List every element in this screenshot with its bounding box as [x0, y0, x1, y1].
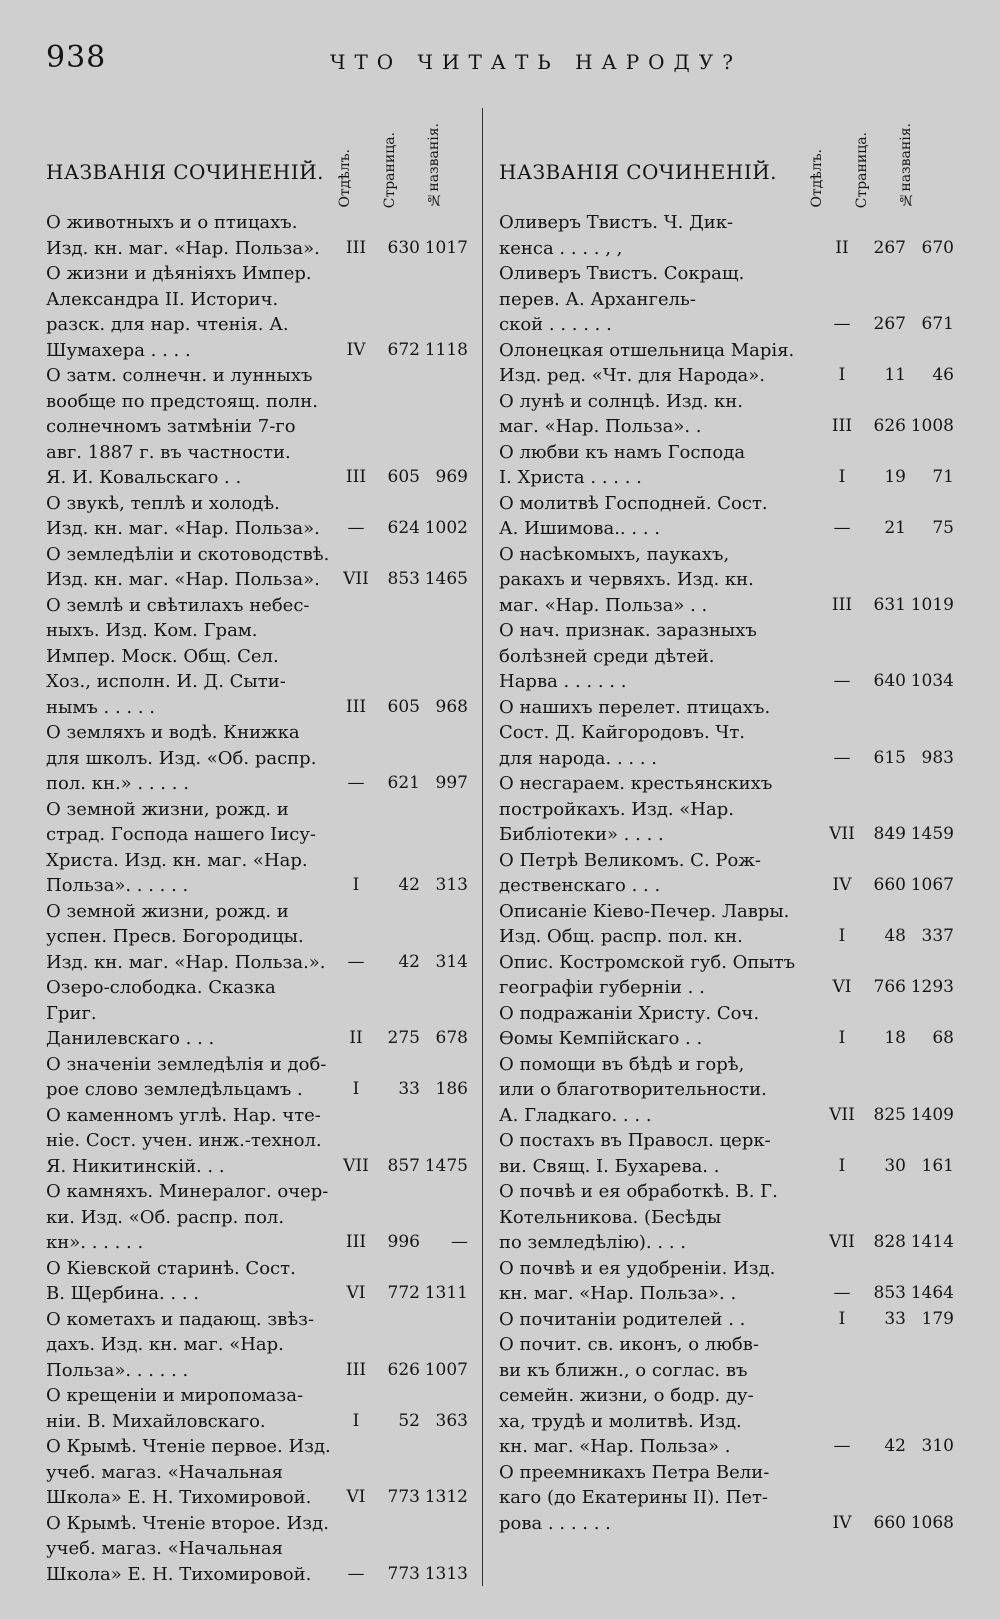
entry-section: III	[345, 237, 367, 258]
entry-row	[499, 1256, 954, 1307]
entry-row	[46, 491, 468, 542]
entry-number: 1034	[910, 671, 954, 691]
entry-title: О нашихъ перелет. птицахъ. Сост. Д. Кайгородовъ. Чт. для народа. . . . .	[499, 696, 771, 769]
entry-title: О затм. солнечн. и лунныхъ вообще по предстоящ. полн. солнечномъ затмѣніи 7-го авг. 1887 г. въ частности. Я. И. Ковальскаго . .	[46, 365, 318, 488]
entry-title: Олонецкая отшельница Марія. Изд. ред. «Чт. для Народа».	[499, 339, 795, 386]
entry-page: 19	[884, 467, 906, 487]
entry-row	[46, 363, 468, 491]
entry-title: О земной жизни, рожд. и страд. Господа нашего Іису- Христа. Изд. кн. маг. «Нар. Польза». . . . . .	[46, 798, 316, 896]
entry-number: 968	[435, 696, 468, 717]
entry-section: III	[345, 1232, 367, 1252]
entry-page: 660	[873, 1512, 906, 1533]
running-title: ЧТО ЧИТАТЬ НАРОДУ?	[330, 50, 742, 74]
entry-page: 766	[873, 977, 906, 997]
entry-title: О Кіевской старинѣ. Сост. В. Щербина. . . .	[46, 1257, 296, 1304]
entry-number: 1118	[424, 339, 468, 360]
entry-page: 42	[398, 951, 420, 972]
entry-page: 849	[873, 824, 906, 844]
entry-page: 772	[387, 1283, 420, 1303]
entry-page: 621	[387, 773, 420, 793]
entry-page: 42	[398, 875, 420, 895]
entry-number: 46	[932, 365, 954, 385]
number-header: №названія.	[898, 123, 914, 208]
entry-page: 996	[387, 1232, 420, 1252]
entry-section: VI	[832, 977, 852, 997]
entry-row	[46, 593, 468, 721]
entry-row	[499, 542, 954, 619]
entry-title: О значеніи земледѣлія и доб- рое слово земледѣльцамъ .	[46, 1053, 327, 1100]
titles-header: НАЗВАНІЯ СОЧИНЕНІЙ.	[499, 160, 778, 184]
entry-section: —	[347, 1563, 365, 1584]
entry-page: 275	[387, 1028, 420, 1048]
entry-title: О почит. св. иконъ, о любв- ви къ ближн., о соглас. въ семейн. жизни, о бодр. ду- ха, трудѣ и молитвѣ. Изд. кн. маг. «Нар. Польза» .	[499, 1334, 759, 1457]
entry-number: 969	[435, 467, 468, 487]
left-column	[46, 110, 468, 1587]
entry-number: 1464	[910, 1283, 954, 1303]
entry-number: 310	[921, 1436, 954, 1456]
entry-page: 828	[873, 1232, 906, 1252]
entry-title: О каменномъ углѣ. Нар. чте- ніе. Сост. учен. инж.-технол. Я. Никитинскій. . .	[46, 1104, 322, 1177]
entry-title: О почвѣ и ея удобреніи. Изд. кн. маг. «Нар. Польза». .	[499, 1257, 776, 1304]
entry-row	[499, 695, 954, 772]
entry-number: 1414	[910, 1232, 954, 1252]
entry-row	[46, 1383, 468, 1434]
entry-number: 1293	[910, 977, 954, 997]
entry-row	[46, 720, 468, 797]
entry-section: —	[347, 951, 365, 972]
entry-row	[46, 1511, 468, 1588]
entry-row	[46, 1256, 468, 1307]
entry-row	[46, 1052, 468, 1103]
entry-number: 1313	[424, 1563, 468, 1584]
entry-number: 1017	[424, 237, 468, 258]
entry-section: III	[345, 467, 367, 487]
entry-row	[499, 389, 954, 440]
number-header: №названія.	[426, 123, 442, 208]
entry-row	[499, 1128, 954, 1179]
entry-row	[499, 950, 954, 1001]
entry-page: 267	[873, 314, 906, 334]
entry-section: —	[347, 518, 365, 538]
entry-title: О Крымѣ. Чтеніе первое. Изд. учеб. магаз. «Начальная Школа» Е. Н. Тихомировой.	[46, 1436, 331, 1508]
entry-title: О крещеніи и миропомаза- ніи. В. Михайловскаго.	[46, 1385, 304, 1432]
entry-section: III	[831, 416, 853, 436]
entry-section: II	[349, 1028, 363, 1048]
entry-row	[46, 1434, 468, 1511]
entry-page: 605	[387, 467, 420, 487]
entry-number: 363	[435, 1410, 468, 1431]
section-header: Отдѣлъ.	[337, 149, 353, 208]
entry-row	[46, 975, 468, 1052]
entry-title: О кометахъ и падающ. звѣз- дахъ. Изд. кн. маг. «Нар. Польза». . . . . .	[46, 1308, 315, 1381]
entry-row	[499, 1179, 954, 1256]
entry-number: 1409	[910, 1104, 954, 1125]
entry-page: 33	[884, 1308, 906, 1329]
entry-number: 1019	[910, 594, 954, 615]
right-column-header	[499, 110, 954, 210]
entry-title: О помощи въ бѣдѣ и горѣ, или о благотворительности. А. Гладкаго. . . .	[499, 1053, 767, 1126]
right-column	[499, 110, 954, 1536]
entry-section: I	[838, 1155, 846, 1176]
entry-section: VII	[343, 1155, 369, 1176]
entry-number: —	[451, 1232, 468, 1252]
entry-section: I	[352, 1410, 360, 1431]
entry-page: 640	[873, 671, 906, 691]
entry-section: —	[833, 747, 851, 768]
entry-page: 48	[884, 926, 906, 946]
entry-page: 825	[873, 1104, 906, 1125]
entry-page: 626	[387, 1359, 420, 1380]
entry-section: VII	[829, 1232, 855, 1252]
entry-title: О насѣкомыхъ, паукахъ, ракахъ и червяхъ. Изд. кн. маг. «Нар. Польза» . .	[499, 543, 754, 616]
entry-section: III	[345, 696, 367, 717]
entry-page: 615	[873, 747, 906, 768]
entry-number: 161	[921, 1155, 954, 1176]
entry-number: 75	[932, 518, 954, 538]
entry-number: 1068	[910, 1512, 954, 1533]
entry-title: Оливеръ Твистъ. Ч. Дик- кенса . . . . , ,	[499, 212, 734, 259]
entry-section: —	[833, 1436, 851, 1456]
entry-row	[499, 1307, 954, 1333]
entry-row	[499, 1001, 954, 1052]
entry-page: 660	[873, 875, 906, 895]
entry-section: III	[345, 1359, 367, 1380]
left-entry-list	[46, 210, 468, 1587]
entry-title: Описаніе Кіево-Печер. Лавры. Изд. Общ. распр. пол. кн.	[499, 900, 790, 947]
entry-title: О звукѣ, теплѣ и холодѣ. Изд. кн. маг. «Нар. Польза».	[46, 492, 320, 539]
entry-row	[499, 1460, 954, 1537]
right-entry-list	[499, 210, 954, 1536]
entry-page: 267	[873, 237, 906, 258]
entry-page: 42	[884, 1436, 906, 1456]
entry-row	[499, 618, 954, 695]
left-column-header	[46, 110, 468, 210]
entry-page: 626	[873, 416, 906, 436]
entry-page: 857	[387, 1155, 420, 1176]
entry-row	[499, 771, 954, 848]
entry-page: 853	[387, 569, 420, 589]
entry-number: 1007	[424, 1359, 468, 1380]
entry-number: 1067	[910, 875, 954, 895]
section-header: Отдѣлъ.	[809, 149, 825, 208]
entry-number: 1475	[424, 1155, 468, 1176]
entry-section: II	[835, 237, 849, 258]
entry-section: —	[833, 518, 851, 538]
entry-row	[46, 261, 468, 363]
entry-section: I	[352, 1079, 360, 1099]
entry-page: 605	[387, 696, 420, 717]
entry-number: 1008	[910, 416, 954, 436]
entry-section: I	[838, 365, 846, 385]
entry-row	[46, 899, 468, 976]
entry-title: О камняхъ. Минералог. очер- ки. Изд. «Об. распр. пол. кн». . . . . .	[46, 1181, 329, 1253]
entry-number: 1459	[910, 824, 954, 844]
entry-section: VII	[829, 824, 855, 844]
entry-page: 773	[387, 1487, 420, 1507]
entry-title: О постахъ въ Правосл. церк- ви. Свящ. І. Бухарева. .	[499, 1130, 771, 1177]
entry-title: О несгараем. крестьянскихъ постройкахъ. Изд. «Нар. Библіотеки» . . . .	[499, 773, 773, 845]
entry-title: О земной жизни, рожд. и успен. Пресв. Богородицы. Изд. кн. маг. «Нар. Польза.».	[46, 900, 326, 973]
entry-number: 670	[921, 237, 954, 258]
entry-page: 11	[884, 365, 906, 385]
entry-title: Оливеръ Твистъ. Сокращ. перев. А. Архангель- ской . . . . . .	[499, 263, 745, 335]
entry-section: VII	[343, 569, 369, 589]
entry-row	[46, 210, 468, 261]
entry-title: О почвѣ и ея обработкѣ. В. Г. Котельникова. (Бесѣды по земледѣлію). . . .	[499, 1181, 778, 1253]
entry-page: 52	[398, 1410, 420, 1431]
entry-number: 1311	[424, 1283, 468, 1303]
entry-section: —	[833, 671, 851, 691]
page-number: 938	[46, 40, 107, 75]
page-header: Страница.	[382, 131, 398, 208]
entry-title: О земледѣліи и скотоводствѣ. Изд. кн. маг. «Нар. Польза».	[46, 543, 330, 590]
entry-row	[46, 1103, 468, 1180]
entry-page: 630	[387, 237, 420, 258]
entry-row	[46, 1179, 468, 1256]
entry-title: О лунѣ и солнцѣ. Изд. кн. маг. «Нар. Польза». .	[499, 390, 744, 437]
entry-section: IV	[832, 1512, 852, 1533]
entry-section: III	[831, 594, 853, 615]
entry-title: Озеро-слободка. Сказка Григ. Данилевскаго . . .	[46, 977, 276, 1049]
entry-section: VI	[346, 1283, 366, 1303]
entry-page: 672	[387, 339, 420, 360]
entry-row	[499, 899, 954, 950]
entry-title: О землѣ и свѣтилахъ небес- ныхъ. Изд. Ком. Грам. Импер. Моск. Общ. Сел. Хоз., исполн. И. Д. Сыти- нымъ . . . . .	[46, 594, 310, 718]
entry-title: О Петрѣ Великомъ. С. Рож- дественскаго . . .	[499, 849, 761, 896]
entry-number: 678	[435, 1028, 468, 1048]
entry-page: 18	[884, 1028, 906, 1048]
entry-number: 983	[921, 747, 954, 768]
entry-title: О почитаніи родителей . .	[499, 1308, 746, 1330]
entry-number: 337	[921, 926, 954, 946]
entry-section: —	[833, 1283, 851, 1303]
entry-page: 853	[873, 1283, 906, 1303]
entry-number: 671	[921, 314, 954, 334]
entry-row	[499, 1052, 954, 1129]
entry-number: 1465	[424, 569, 468, 589]
page-header: Страница.	[854, 131, 870, 208]
entry-section: I	[838, 1308, 846, 1329]
entry-page: 33	[398, 1079, 420, 1099]
column-divider	[482, 108, 483, 1586]
entry-section: IV	[346, 339, 366, 360]
titles-header: НАЗВАНІЯ СОЧИНЕНІЙ.	[46, 160, 325, 184]
entry-row	[499, 491, 954, 542]
entry-number: 1002	[424, 518, 468, 538]
entry-title: О подражаніи Христу. Соч. Ѳомы Кемпійскаго . .	[499, 1002, 760, 1049]
entry-title: О животныхъ и о птицахъ. Изд. кн. маг. «Нар. Польза».	[46, 212, 320, 259]
entry-number: 1312	[424, 1487, 468, 1507]
entry-section: —	[347, 773, 365, 793]
entry-page: 773	[387, 1563, 420, 1584]
entry-number: 314	[435, 951, 468, 972]
entry-number: 179	[921, 1308, 954, 1329]
entry-section: I	[352, 875, 360, 895]
entry-row	[499, 338, 954, 389]
entry-row	[499, 848, 954, 899]
entry-section: IV	[832, 875, 852, 895]
entry-row	[46, 1307, 468, 1384]
entry-title: О Крымѣ. Чтеніе второе. Изд. учеб. магаз. «Начальная Школа» Е. Н. Тихомировой.	[46, 1512, 329, 1585]
entry-row	[499, 210, 954, 261]
entry-title: О любви къ намъ Господа І. Христа . . . . .	[499, 441, 746, 488]
entry-title: Опис. Костромской губ. Опытъ географіи губерніи . .	[499, 951, 796, 998]
entry-title: О молитвѣ Господней. Сост. А. Ишимова.. . . .	[499, 492, 768, 539]
entry-row	[46, 797, 468, 899]
entry-page: 631	[873, 594, 906, 615]
entry-row	[46, 542, 468, 593]
entry-number: 71	[932, 467, 954, 487]
entry-title: О земляхъ и водѣ. Книжка для школъ. Изд. «Об. распр. пол. кн.» . . . . .	[46, 722, 317, 794]
entry-section: VII	[829, 1104, 855, 1125]
entry-number: 68	[932, 1028, 954, 1048]
entry-page: 21	[884, 518, 906, 538]
entry-number: 997	[435, 773, 468, 793]
entry-page: 30	[884, 1155, 906, 1176]
entry-section: —	[833, 314, 851, 334]
entry-section: I	[838, 1028, 846, 1048]
entry-title: О нач. признак. заразныхъ болѣзней среди дѣтей. Нарва . . . . . .	[499, 620, 757, 692]
entry-row	[499, 440, 954, 491]
entry-title: О преемникахъ Петра Вели- каго (до Екатерины II). Пет- рова . . . . . .	[499, 1461, 770, 1534]
entry-row	[499, 261, 954, 338]
entry-row	[499, 1332, 954, 1460]
entry-number: 313	[435, 875, 468, 895]
entry-section: VI	[346, 1487, 366, 1507]
entry-title: О жизни и дѣяніяхъ Импер. Александра II. Историч. разск. для нар. чтенія. А. Шумахера . . . .	[46, 263, 312, 361]
entry-page: 624	[387, 518, 420, 538]
entry-section: I	[838, 467, 846, 487]
entry-number: 186	[435, 1079, 468, 1099]
entry-section: I	[838, 926, 846, 946]
